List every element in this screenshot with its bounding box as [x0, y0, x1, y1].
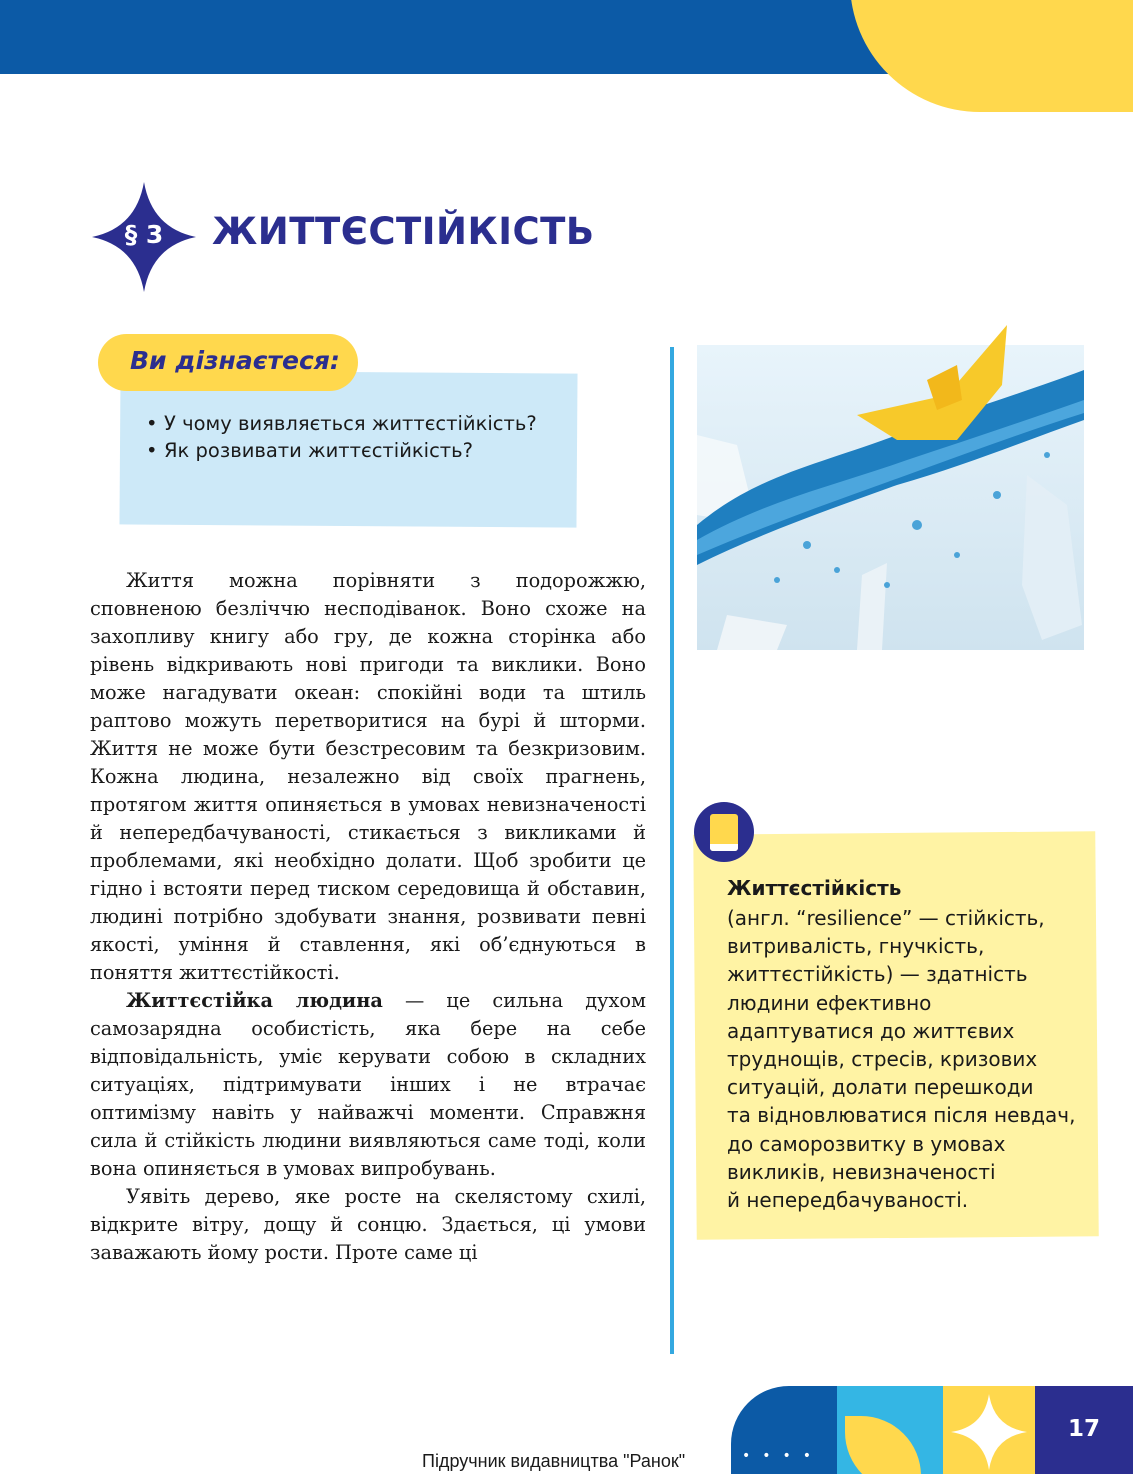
paragraph-text: — це сильна духом самозарядна особистість, яка бере на себе відповідальність, уміє керувати собою в складних ситуаціях, підтримувати інших і не втрачає оптимізму навіть у найважчі моменти. Справжня сила й стійкість людини виявляються саме тоді, коли вона опиняється в умовах випробувань. [90, 989, 646, 1180]
publisher-footer: Підручник видавництва "Ранок" [422, 1451, 686, 1471]
page-number-box [1035, 1386, 1133, 1474]
column-divider [670, 347, 674, 1354]
paper-boat-water-image [697, 325, 1084, 650]
definition-line: адаптуватися до життєвих [727, 1018, 1015, 1043]
paragraph [90, 987, 646, 1183]
definition-line: витривалість, гнучкість, [727, 934, 985, 959]
learn-list-item [146, 410, 546, 437]
definition-line: ситуацій, долати перешкоди [727, 1075, 1034, 1100]
learn-title: Ви дізнаєтеся: [130, 346, 340, 375]
top-yellow-shape [850, 0, 1133, 112]
definition-line: людини ефективно [727, 990, 932, 1015]
book-pages [710, 844, 738, 851]
paragraph: Уявіть дерево, яке росте на скелястому схилі, відкрите вітру, дощу й сонцю. Здається, ці умови заважають йому рости. Проте саме ці [90, 1185, 646, 1264]
definition-line: й непередбачуваності. [727, 1188, 969, 1213]
page-number: 17 [1067, 1416, 1100, 1442]
chapter-number: § 3 [124, 220, 164, 249]
learn-list [146, 410, 546, 464]
main-text [90, 567, 646, 1267]
definition-line: та відновлюватися після невдач, [727, 1103, 1076, 1128]
definition-line: життєстійкість) — здатність [727, 962, 1028, 987]
bullet-icon: • [146, 412, 158, 435]
footer-cyan-tile [837, 1386, 943, 1474]
learn-item-text: Як розвивати життєстійкість? [164, 439, 473, 462]
bold-term: Життєстійка людина [126, 989, 383, 1012]
footer-yellow-tile [943, 1386, 1035, 1474]
definition-term: Життєстійкість [727, 876, 902, 900]
definition-line: викликів, невизначеності [727, 1159, 996, 1184]
definition-line: (англ. “resilience” — стійкість, [727, 906, 1045, 930]
chapter-title: ЖИТТЄСТІЙКІСТЬ [212, 210, 595, 253]
dots-icon: •••• [742, 1448, 824, 1464]
learn-list-item [146, 437, 546, 464]
chapter-badge [92, 182, 196, 292]
leaf-shape-icon [845, 1416, 921, 1474]
book-icon [694, 802, 754, 862]
definition-line: до саморозвитку в умовах [727, 1131, 1006, 1156]
paragraph: Життя можна порівняти з подорожжю, сповненою безліччю несподіванок. Воно схоже на захопливу книгу або гру, де кожна сторінка або рівень відкривають нові пригоди та виклики. Воно може нагадувати океан: спокійні води та штиль раптово можуть перетворитися на бурі й шторми. Життя не може бути безстресовим та безкризовим. Кожна людина, незалежно від своїх прагнень, протягом життя опиняється в умовах невизначеності й непередбачуваності, стикається з викликами й проблемами, які необхідно долати. Щоб зробити це гідно і встояти перед тиском середовища й обставин, людині потрібно здобувати знання, розвивати певні якості, уміння й ставлення, які об’єднуються в поняття життєстійкості. [90, 569, 646, 984]
definition-body [727, 904, 1097, 1214]
learn-item-text: У чому виявляється життєстійкість? [164, 412, 537, 435]
definition-line: труднощів, стресів, кризових [727, 1047, 1038, 1072]
star-icon [951, 1394, 1027, 1470]
bullet-icon: • [146, 439, 158, 462]
